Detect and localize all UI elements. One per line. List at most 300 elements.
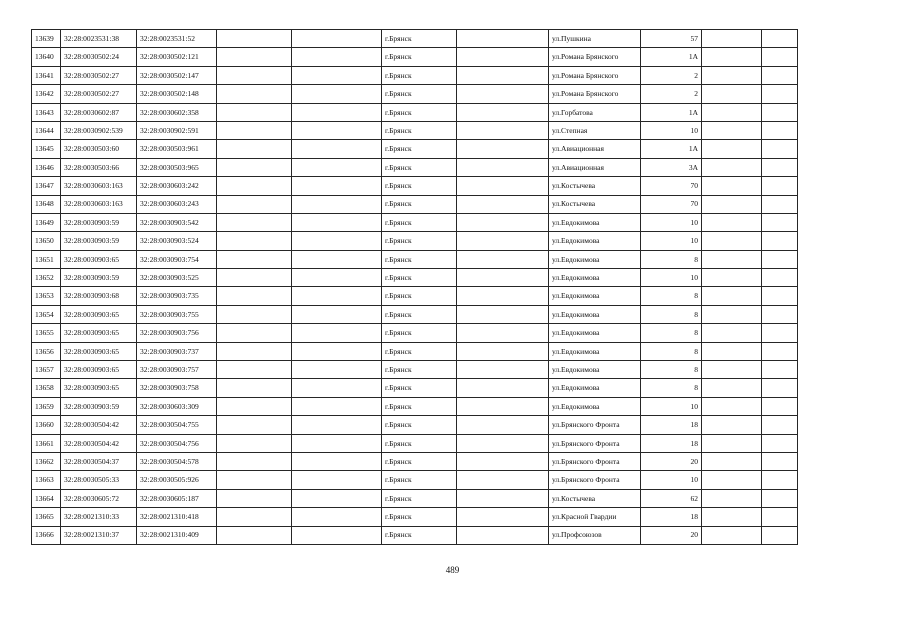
empty-cell bbox=[762, 379, 798, 397]
cadastral-block-cell: 32:28:0030903:59 bbox=[61, 269, 137, 287]
cadastral-block-cell: 32:28:0030903:68 bbox=[61, 287, 137, 305]
empty-cell bbox=[457, 269, 549, 287]
empty-cell bbox=[762, 177, 798, 195]
empty-cell bbox=[292, 140, 382, 158]
house-number-cell: 2 bbox=[641, 85, 702, 103]
cadastral-block-cell: 32:28:0021310:33 bbox=[61, 508, 137, 526]
registry-table bbox=[31, 29, 798, 545]
empty-cell bbox=[762, 305, 798, 323]
city-cell: г.Брянск bbox=[382, 213, 457, 231]
city-cell: г.Брянск bbox=[382, 195, 457, 213]
table-row bbox=[32, 213, 798, 231]
row-number-cell: 13666 bbox=[32, 526, 61, 544]
cadastral-block-cell: 32:28:0030903:59 bbox=[61, 213, 137, 231]
house-number-cell: 10 bbox=[641, 121, 702, 139]
house-number-cell: 1А bbox=[641, 140, 702, 158]
empty-cell bbox=[457, 66, 549, 84]
row-number-cell: 13649 bbox=[32, 213, 61, 231]
cadastral-number-cell: 32:28:0023531:52 bbox=[137, 30, 217, 48]
table-row bbox=[32, 158, 798, 176]
empty-cell bbox=[292, 269, 382, 287]
house-number-cell: 18 bbox=[641, 434, 702, 452]
cadastral-number-cell: 32:28:0021310:418 bbox=[137, 508, 217, 526]
row-number-cell: 13660 bbox=[32, 416, 61, 434]
cadastral-number-cell: 32:28:0030903:758 bbox=[137, 379, 217, 397]
city-cell: г.Брянск bbox=[382, 471, 457, 489]
empty-cell bbox=[292, 379, 382, 397]
empty-cell bbox=[762, 489, 798, 507]
empty-cell bbox=[457, 48, 549, 66]
cadastral-block-cell: 32:28:0030504:42 bbox=[61, 434, 137, 452]
house-number-cell: 8 bbox=[641, 361, 702, 379]
empty-cell bbox=[762, 416, 798, 434]
cadastral-block-cell: 32:28:0030903:65 bbox=[61, 379, 137, 397]
street-cell: ул.Степная bbox=[549, 121, 641, 139]
city-cell: г.Брянск bbox=[382, 232, 457, 250]
empty-cell bbox=[702, 324, 762, 342]
table-row bbox=[32, 305, 798, 323]
cadastral-block-cell: 32:28:0030603:163 bbox=[61, 195, 137, 213]
house-number-cell: 1А bbox=[641, 48, 702, 66]
table-row bbox=[32, 361, 798, 379]
empty-cell bbox=[457, 287, 549, 305]
empty-cell bbox=[457, 471, 549, 489]
empty-cell bbox=[457, 452, 549, 470]
cadastral-block-cell: 32:28:0030504:37 bbox=[61, 452, 137, 470]
empty-cell bbox=[217, 121, 292, 139]
city-cell: г.Брянск bbox=[382, 121, 457, 139]
table-row bbox=[32, 324, 798, 342]
city-cell: г.Брянск bbox=[382, 140, 457, 158]
empty-cell bbox=[702, 66, 762, 84]
table-row bbox=[32, 85, 798, 103]
street-cell: ул.Евдокимова bbox=[549, 250, 641, 268]
table-row bbox=[32, 379, 798, 397]
empty-cell bbox=[702, 434, 762, 452]
empty-cell bbox=[457, 195, 549, 213]
city-cell: г.Брянск bbox=[382, 361, 457, 379]
city-cell: г.Брянск bbox=[382, 526, 457, 544]
empty-cell bbox=[217, 489, 292, 507]
house-number-cell: 2 bbox=[641, 66, 702, 84]
street-cell: ул.Костычева bbox=[549, 195, 641, 213]
empty-cell bbox=[292, 508, 382, 526]
empty-cell bbox=[292, 526, 382, 544]
city-cell: г.Брянск bbox=[382, 158, 457, 176]
empty-cell bbox=[702, 361, 762, 379]
city-cell: г.Брянск bbox=[382, 103, 457, 121]
city-cell: г.Брянск bbox=[382, 66, 457, 84]
house-number-cell: 10 bbox=[641, 269, 702, 287]
city-cell: г.Брянск bbox=[382, 416, 457, 434]
street-cell: ул.Романа Брянского bbox=[549, 85, 641, 103]
empty-cell bbox=[762, 140, 798, 158]
house-number-cell: 70 bbox=[641, 195, 702, 213]
city-cell: г.Брянск bbox=[382, 379, 457, 397]
empty-cell bbox=[292, 121, 382, 139]
empty-cell bbox=[762, 508, 798, 526]
row-number-cell: 13644 bbox=[32, 121, 61, 139]
empty-cell bbox=[217, 526, 292, 544]
empty-cell bbox=[457, 103, 549, 121]
empty-cell bbox=[217, 379, 292, 397]
cadastral-block-cell: 32:28:0030603:163 bbox=[61, 177, 137, 195]
empty-cell bbox=[217, 269, 292, 287]
table-row bbox=[32, 508, 798, 526]
cadastral-number-cell: 32:28:0030503:961 bbox=[137, 140, 217, 158]
row-number-cell: 13652 bbox=[32, 269, 61, 287]
empty-cell bbox=[702, 471, 762, 489]
empty-cell bbox=[762, 434, 798, 452]
cadastral-block-cell: 32:28:0030505:33 bbox=[61, 471, 137, 489]
empty-cell bbox=[457, 250, 549, 268]
city-cell: г.Брянск bbox=[382, 85, 457, 103]
house-number-cell: 3А bbox=[641, 158, 702, 176]
cadastral-number-cell: 32:28:0030902:591 bbox=[137, 121, 217, 139]
cadastral-block-cell: 32:28:0030502:27 bbox=[61, 66, 137, 84]
cadastral-number-cell: 32:28:0030603:243 bbox=[137, 195, 217, 213]
cadastral-number-cell: 32:28:0030903:756 bbox=[137, 324, 217, 342]
row-number-cell: 13646 bbox=[32, 158, 61, 176]
cadastral-block-cell: 32:28:0030903:65 bbox=[61, 250, 137, 268]
table-row bbox=[32, 232, 798, 250]
cadastral-number-cell: 32:28:0030504:756 bbox=[137, 434, 217, 452]
empty-cell bbox=[702, 526, 762, 544]
empty-cell bbox=[217, 452, 292, 470]
empty-cell bbox=[762, 526, 798, 544]
city-cell: г.Брянск bbox=[382, 452, 457, 470]
empty-cell bbox=[292, 434, 382, 452]
cadastral-block-cell: 32:28:0030502:24 bbox=[61, 48, 137, 66]
cadastral-number-cell: 32:28:0030505:926 bbox=[137, 471, 217, 489]
empty-cell bbox=[217, 342, 292, 360]
city-cell: г.Брянск bbox=[382, 250, 457, 268]
street-cell: ул.Брянского Фронта bbox=[549, 416, 641, 434]
empty-cell bbox=[217, 434, 292, 452]
empty-cell bbox=[217, 140, 292, 158]
empty-cell bbox=[702, 269, 762, 287]
cadastral-number-cell: 32:28:0030903:525 bbox=[137, 269, 217, 287]
cadastral-block-cell: 32:28:0021310:37 bbox=[61, 526, 137, 544]
street-cell: ул.Авиационная bbox=[549, 158, 641, 176]
street-cell: ул.Горбатова bbox=[549, 103, 641, 121]
empty-cell bbox=[217, 48, 292, 66]
house-number-cell: 18 bbox=[641, 416, 702, 434]
street-cell: ул.Профсоюзов bbox=[549, 526, 641, 544]
house-number-cell: 8 bbox=[641, 305, 702, 323]
empty-cell bbox=[457, 158, 549, 176]
empty-cell bbox=[217, 195, 292, 213]
empty-cell bbox=[762, 85, 798, 103]
table-row bbox=[32, 471, 798, 489]
empty-cell bbox=[217, 213, 292, 231]
empty-cell bbox=[292, 158, 382, 176]
empty-cell bbox=[762, 213, 798, 231]
row-number-cell: 13640 bbox=[32, 48, 61, 66]
empty-cell bbox=[702, 452, 762, 470]
row-number-cell: 13657 bbox=[32, 361, 61, 379]
empty-cell bbox=[217, 471, 292, 489]
street-cell: ул.Евдокимова bbox=[549, 397, 641, 415]
cadastral-block-cell: 32:28:0030903:59 bbox=[61, 232, 137, 250]
empty-cell bbox=[702, 397, 762, 415]
empty-cell bbox=[292, 232, 382, 250]
empty-cell bbox=[217, 397, 292, 415]
cadastral-block-cell: 32:28:0030903:65 bbox=[61, 361, 137, 379]
row-number-cell: 13664 bbox=[32, 489, 61, 507]
row-number-cell: 13643 bbox=[32, 103, 61, 121]
house-number-cell: 57 bbox=[641, 30, 702, 48]
house-number-cell: 8 bbox=[641, 342, 702, 360]
empty-cell bbox=[762, 269, 798, 287]
table-row bbox=[32, 103, 798, 121]
cadastral-number-cell: 32:28:0030603:242 bbox=[137, 177, 217, 195]
empty-cell bbox=[762, 342, 798, 360]
empty-cell bbox=[702, 103, 762, 121]
empty-cell bbox=[292, 397, 382, 415]
row-number-cell: 13653 bbox=[32, 287, 61, 305]
street-cell: ул.Евдокимова bbox=[549, 324, 641, 342]
cadastral-block-cell: 32:28:0030605:72 bbox=[61, 489, 137, 507]
table-row bbox=[32, 250, 798, 268]
empty-cell bbox=[762, 452, 798, 470]
empty-cell bbox=[702, 489, 762, 507]
empty-cell bbox=[702, 121, 762, 139]
empty-cell bbox=[702, 508, 762, 526]
empty-cell bbox=[292, 250, 382, 268]
empty-cell bbox=[702, 232, 762, 250]
table-row bbox=[32, 48, 798, 66]
cadastral-number-cell: 32:28:0030903:737 bbox=[137, 342, 217, 360]
empty-cell bbox=[292, 103, 382, 121]
empty-cell bbox=[457, 489, 549, 507]
street-cell: ул.Евдокимова bbox=[549, 232, 641, 250]
empty-cell bbox=[292, 177, 382, 195]
house-number-cell: 10 bbox=[641, 397, 702, 415]
city-cell: г.Брянск bbox=[382, 324, 457, 342]
street-cell: ул.Брянского Фронта bbox=[549, 452, 641, 470]
empty-cell bbox=[292, 305, 382, 323]
empty-cell bbox=[702, 177, 762, 195]
house-number-cell: 20 bbox=[641, 452, 702, 470]
cadastral-block-cell: 32:28:0030602:87 bbox=[61, 103, 137, 121]
city-cell: г.Брянск bbox=[382, 287, 457, 305]
empty-cell bbox=[457, 379, 549, 397]
empty-cell bbox=[217, 305, 292, 323]
table-row bbox=[32, 30, 798, 48]
empty-cell bbox=[762, 324, 798, 342]
city-cell: г.Брянск bbox=[382, 434, 457, 452]
empty-cell bbox=[762, 121, 798, 139]
empty-cell bbox=[702, 213, 762, 231]
house-number-cell: 10 bbox=[641, 471, 702, 489]
row-number-cell: 13639 bbox=[32, 30, 61, 48]
empty-cell bbox=[762, 103, 798, 121]
street-cell: ул.Костычева bbox=[549, 177, 641, 195]
row-number-cell: 13650 bbox=[32, 232, 61, 250]
house-number-cell: 18 bbox=[641, 508, 702, 526]
row-number-cell: 13662 bbox=[32, 452, 61, 470]
cadastral-block-cell: 32:28:0030903:65 bbox=[61, 324, 137, 342]
row-number-cell: 13665 bbox=[32, 508, 61, 526]
empty-cell bbox=[217, 85, 292, 103]
cadastral-number-cell: 32:28:0030903:755 bbox=[137, 305, 217, 323]
empty-cell bbox=[702, 287, 762, 305]
empty-cell bbox=[702, 30, 762, 48]
cadastral-number-cell: 32:28:0030903:754 bbox=[137, 250, 217, 268]
table-row bbox=[32, 434, 798, 452]
cadastral-number-cell: 32:28:0030504:755 bbox=[137, 416, 217, 434]
city-cell: г.Брянск bbox=[382, 48, 457, 66]
table-row bbox=[32, 452, 798, 470]
empty-cell bbox=[292, 66, 382, 84]
street-cell: ул.Авиационная bbox=[549, 140, 641, 158]
house-number-cell: 8 bbox=[641, 287, 702, 305]
empty-cell bbox=[457, 508, 549, 526]
empty-cell bbox=[292, 452, 382, 470]
empty-cell bbox=[457, 434, 549, 452]
street-cell: ул.Евдокимова bbox=[549, 361, 641, 379]
row-number-cell: 13647 bbox=[32, 177, 61, 195]
cadastral-block-cell: 32:28:0030902:539 bbox=[61, 121, 137, 139]
city-cell: г.Брянск bbox=[382, 305, 457, 323]
cadastral-number-cell: 32:28:0030502:121 bbox=[137, 48, 217, 66]
cadastral-number-cell: 32:28:0030603:309 bbox=[137, 397, 217, 415]
house-number-cell: 1А bbox=[641, 103, 702, 121]
city-cell: г.Брянск bbox=[382, 30, 457, 48]
registry-table-body bbox=[32, 30, 798, 545]
empty-cell bbox=[457, 232, 549, 250]
table-row bbox=[32, 177, 798, 195]
cadastral-block-cell: 32:28:0030503:60 bbox=[61, 140, 137, 158]
row-number-cell: 13659 bbox=[32, 397, 61, 415]
cadastral-number-cell: 32:28:0030502:147 bbox=[137, 66, 217, 84]
row-number-cell: 13641 bbox=[32, 66, 61, 84]
cadastral-block-cell: 32:28:0030502:27 bbox=[61, 85, 137, 103]
empty-cell bbox=[702, 140, 762, 158]
row-number-cell: 13663 bbox=[32, 471, 61, 489]
street-cell: ул.Романа Брянского bbox=[549, 66, 641, 84]
cadastral-block-cell: 32:28:0030503:66 bbox=[61, 158, 137, 176]
empty-cell bbox=[292, 48, 382, 66]
table-row bbox=[32, 140, 798, 158]
row-number-cell: 13655 bbox=[32, 324, 61, 342]
empty-cell bbox=[457, 342, 549, 360]
empty-cell bbox=[762, 48, 798, 66]
table-row bbox=[32, 342, 798, 360]
empty-cell bbox=[217, 250, 292, 268]
empty-cell bbox=[702, 158, 762, 176]
row-number-cell: 13654 bbox=[32, 305, 61, 323]
cadastral-number-cell: 32:28:0030502:148 bbox=[137, 85, 217, 103]
empty-cell bbox=[702, 305, 762, 323]
table-row bbox=[32, 416, 798, 434]
empty-cell bbox=[217, 158, 292, 176]
cadastral-block-cell: 32:28:0023531:38 bbox=[61, 30, 137, 48]
empty-cell bbox=[762, 195, 798, 213]
street-cell: ул.Евдокимова bbox=[549, 213, 641, 231]
cadastral-number-cell: 32:28:0030605:187 bbox=[137, 489, 217, 507]
empty-cell bbox=[292, 30, 382, 48]
empty-cell bbox=[217, 232, 292, 250]
empty-cell bbox=[457, 416, 549, 434]
house-number-cell: 10 bbox=[641, 213, 702, 231]
table-row bbox=[32, 121, 798, 139]
empty-cell bbox=[457, 213, 549, 231]
empty-cell bbox=[217, 508, 292, 526]
empty-cell bbox=[457, 121, 549, 139]
house-number-cell: 8 bbox=[641, 379, 702, 397]
empty-cell bbox=[762, 30, 798, 48]
empty-cell bbox=[292, 471, 382, 489]
empty-cell bbox=[292, 361, 382, 379]
house-number-cell: 10 bbox=[641, 232, 702, 250]
empty-cell bbox=[217, 66, 292, 84]
street-cell: ул.Брянского Фронта bbox=[549, 434, 641, 452]
cadastral-block-cell: 32:28:0030903:59 bbox=[61, 397, 137, 415]
house-number-cell: 20 bbox=[641, 526, 702, 544]
city-cell: г.Брянск bbox=[382, 177, 457, 195]
cadastral-number-cell: 32:28:0030903:542 bbox=[137, 213, 217, 231]
row-number-cell: 13642 bbox=[32, 85, 61, 103]
empty-cell bbox=[217, 30, 292, 48]
table-row bbox=[32, 195, 798, 213]
cadastral-block-cell: 32:28:0030903:65 bbox=[61, 342, 137, 360]
table-row bbox=[32, 397, 798, 415]
cadastral-number-cell: 32:28:0030503:965 bbox=[137, 158, 217, 176]
empty-cell bbox=[217, 416, 292, 434]
empty-cell bbox=[457, 140, 549, 158]
empty-cell bbox=[762, 158, 798, 176]
street-cell: ул.Евдокимова bbox=[549, 305, 641, 323]
empty-cell bbox=[292, 213, 382, 231]
cadastral-number-cell: 32:28:0030903:757 bbox=[137, 361, 217, 379]
empty-cell bbox=[457, 361, 549, 379]
cadastral-number-cell: 32:28:0030903:524 bbox=[137, 232, 217, 250]
city-cell: г.Брянск bbox=[382, 508, 457, 526]
cadastral-number-cell: 32:28:0021310:409 bbox=[137, 526, 217, 544]
empty-cell bbox=[292, 195, 382, 213]
empty-cell bbox=[702, 416, 762, 434]
street-cell: ул.Евдокимова bbox=[549, 342, 641, 360]
house-number-cell: 62 bbox=[641, 489, 702, 507]
street-cell: ул.Евдокимова bbox=[549, 287, 641, 305]
city-cell: г.Брянск bbox=[382, 489, 457, 507]
empty-cell bbox=[762, 471, 798, 489]
empty-cell bbox=[457, 177, 549, 195]
table-row bbox=[32, 269, 798, 287]
empty-cell bbox=[457, 397, 549, 415]
city-cell: г.Брянск bbox=[382, 342, 457, 360]
empty-cell bbox=[702, 342, 762, 360]
empty-cell bbox=[292, 287, 382, 305]
row-number-cell: 13648 bbox=[32, 195, 61, 213]
street-cell: ул.Романа Брянского bbox=[549, 48, 641, 66]
empty-cell bbox=[217, 324, 292, 342]
row-number-cell: 13658 bbox=[32, 379, 61, 397]
page-number: 489 bbox=[445, 565, 460, 575]
empty-cell bbox=[457, 85, 549, 103]
cadastral-block-cell: 32:28:0030903:65 bbox=[61, 305, 137, 323]
city-cell: г.Брянск bbox=[382, 397, 457, 415]
empty-cell bbox=[762, 66, 798, 84]
empty-cell bbox=[457, 526, 549, 544]
empty-cell bbox=[702, 85, 762, 103]
empty-cell bbox=[217, 177, 292, 195]
table-row bbox=[32, 489, 798, 507]
cadastral-number-cell: 32:28:0030602:358 bbox=[137, 103, 217, 121]
empty-cell bbox=[702, 379, 762, 397]
